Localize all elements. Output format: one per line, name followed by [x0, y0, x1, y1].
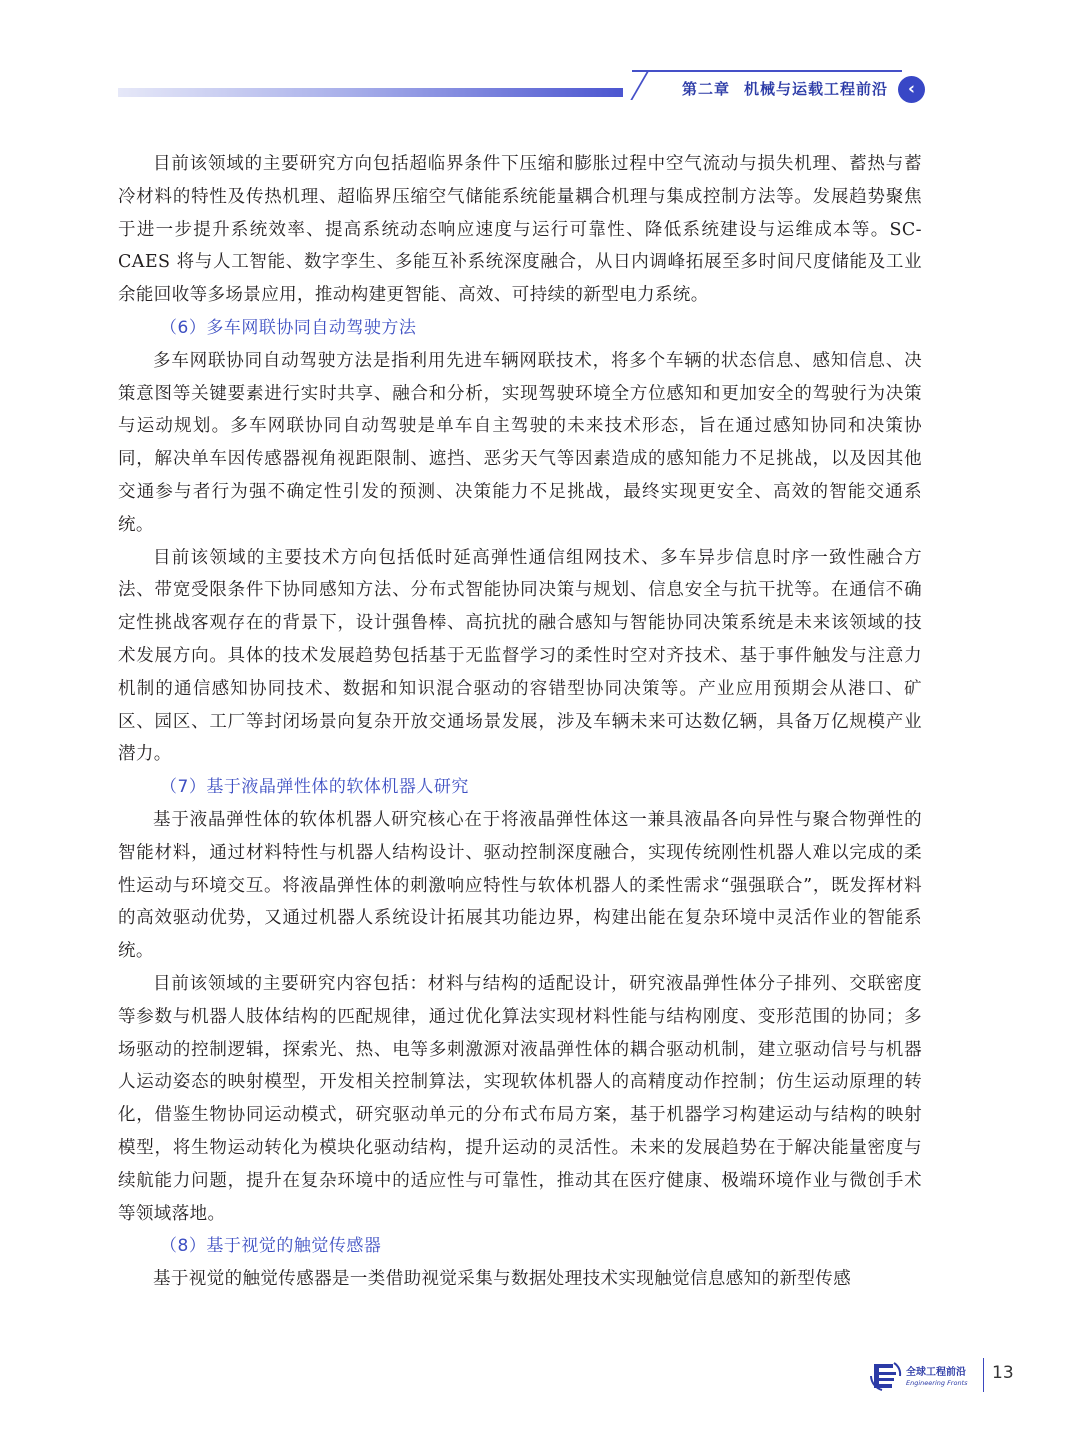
page-number: 13: [992, 1363, 1014, 1383]
footer-divider: [983, 1358, 984, 1392]
chevron-left-icon[interactable]: ‹: [898, 76, 925, 103]
globe-logo-icon: [870, 1360, 902, 1392]
section-heading-8: （8）基于视觉的触觉传感器: [160, 1236, 382, 1257]
paragraph: 多车网联协同自动驾驶方法是指利用先进车辆网联技术，将多个车辆的状态信息、感知信息、决策意图等关键要素进行实时共享、融合和分析，实现驾驶环境全方位感知和更加安全的驾驶行为决策与运动规划。多车网联协同自动驾驶是单车自主驾驶的未来技术形态，旨在通过感知协同和决策协同，解决单车因传感器视角视距限制、遮挡、恶劣天气等因素造成的感知能力不足挑战，以及因其他交通参与者行为强不确定性引发的预测、决策能力不足挑战，最终实现更安全、高效的智能交通系统。: [118, 350, 922, 535]
page-body: [118, 148, 922, 1296]
section-heading-6: （6）多车网联协同自动驾驶方法: [160, 317, 417, 338]
header-gradient-bar: [118, 88, 623, 97]
chapter-title: [682, 78, 888, 102]
logo-text-en: Engineering Fronts: [906, 1379, 968, 1387]
chapter-number: 第二章: [682, 80, 731, 98]
page-header: [0, 0, 1080, 120]
paragraph: 基于液晶弹性体的软体机器人研究核心在于将液晶弹性体这一兼具液晶各向异性与聚合物弹性的智能材料，通过材料特性与机器人结构设计、驱动控制深度融合，实现传统刚性机器人难以完成的柔性运动与环境交互。将液晶弹性体的刺激响应特性与软体机器人的柔性需求“强强联合”，既发挥材料的高效驱动优势，又通过机器人系统设计拓展其功能边界，构建出能在复杂环境中灵活作业的智能系统。: [118, 809, 922, 962]
header-rule: [632, 70, 902, 72]
chapter-name: 机械与运载工程前沿: [744, 80, 889, 98]
logo-text-cn: 全球工程前沿: [906, 1367, 966, 1378]
paragraph: 基于视觉的触觉传感器是一类借助视觉采集与数据处理技术实现触觉信息感知的新型传感: [153, 1269, 852, 1290]
paragraph: 目前该领域的主要研究方向包括超临界条件下压缩和膨胀过程中空气流动与损失机理、蓄热与蓄冷材料的特性及传热机理、超临界压缩空气储能系统能量耦合机理与集成控制方法等。发展趋势聚焦于进一步提升系统效率、提高系统动态响应速度与运行可靠性、降低系统建设与运维成本等。SC-CAES 将与人工智能、数字孪生、多能互补系统深度融合，从日内调峰拓展至多时间尺度储能及工业余能回收等多场景应用，推动构建更智能、高效、可持续的新型电力系统。: [118, 154, 922, 306]
header-divider-slant: [610, 70, 649, 100]
paragraph: 目前该领域的主要技术方向包括低时延高弹性通信组网技术、多车异步信息时序一致性融合方法、带宽受限条件下协同感知方法、分布式智能协同决策与规划、信息安全与抗干扰等。在通信不确定性挑战客观存在的背景下，设计强鲁棒、高抗扰的融合感知与智能协同决策系统是未来该领域的技术发展方向。具体的技术发展趋势包括基于无监督学习的柔性时空对齐技术、基于事件触发与注意力机制的通信感知协同技术、数据和知识混合驱动的容错型协同决策等。产业应用预期会从港口、矿区、园区、工厂等封闭场景向复杂开放交通场景发展，涉及车辆未来可达数亿辆，具备万亿规模产业潜力。: [118, 547, 922, 765]
section-heading-7: （7）基于液晶弹性体的软体机器人研究: [160, 777, 469, 798]
paragraph: 目前该领域的主要研究内容包括：材料与结构的适配设计，研究液晶弹性体分子排列、交联密度等参数与机器人肢体结构的匹配规律，通过优化算法实现材料性能与结构刚度、变形范围的协同；多场驱动的控制逻辑，探索光、热、电等多刺激源对液晶弹性体的耦合驱动机制，建立驱动信号与机器人运动姿态的映射模型，开发相关控制算法，实现软体机器人的高精度动作控制；仿生运动原理的转化，借鉴生物协同运动模式，研究驱动单元的分布式布局方案，基于机器学习构建运动与结构的映射模型，将生物运动转化为模块化驱动结构，提升运动的灵活性。未来的发展趋势在于解决能量密度与续航能力问题，提升在复杂环境中的适应性与可靠性，推动其在医疗健康、极端环境作业与微创手术等领域落地。: [118, 973, 922, 1224]
engineering-fronts-logo: [870, 1360, 975, 1394]
